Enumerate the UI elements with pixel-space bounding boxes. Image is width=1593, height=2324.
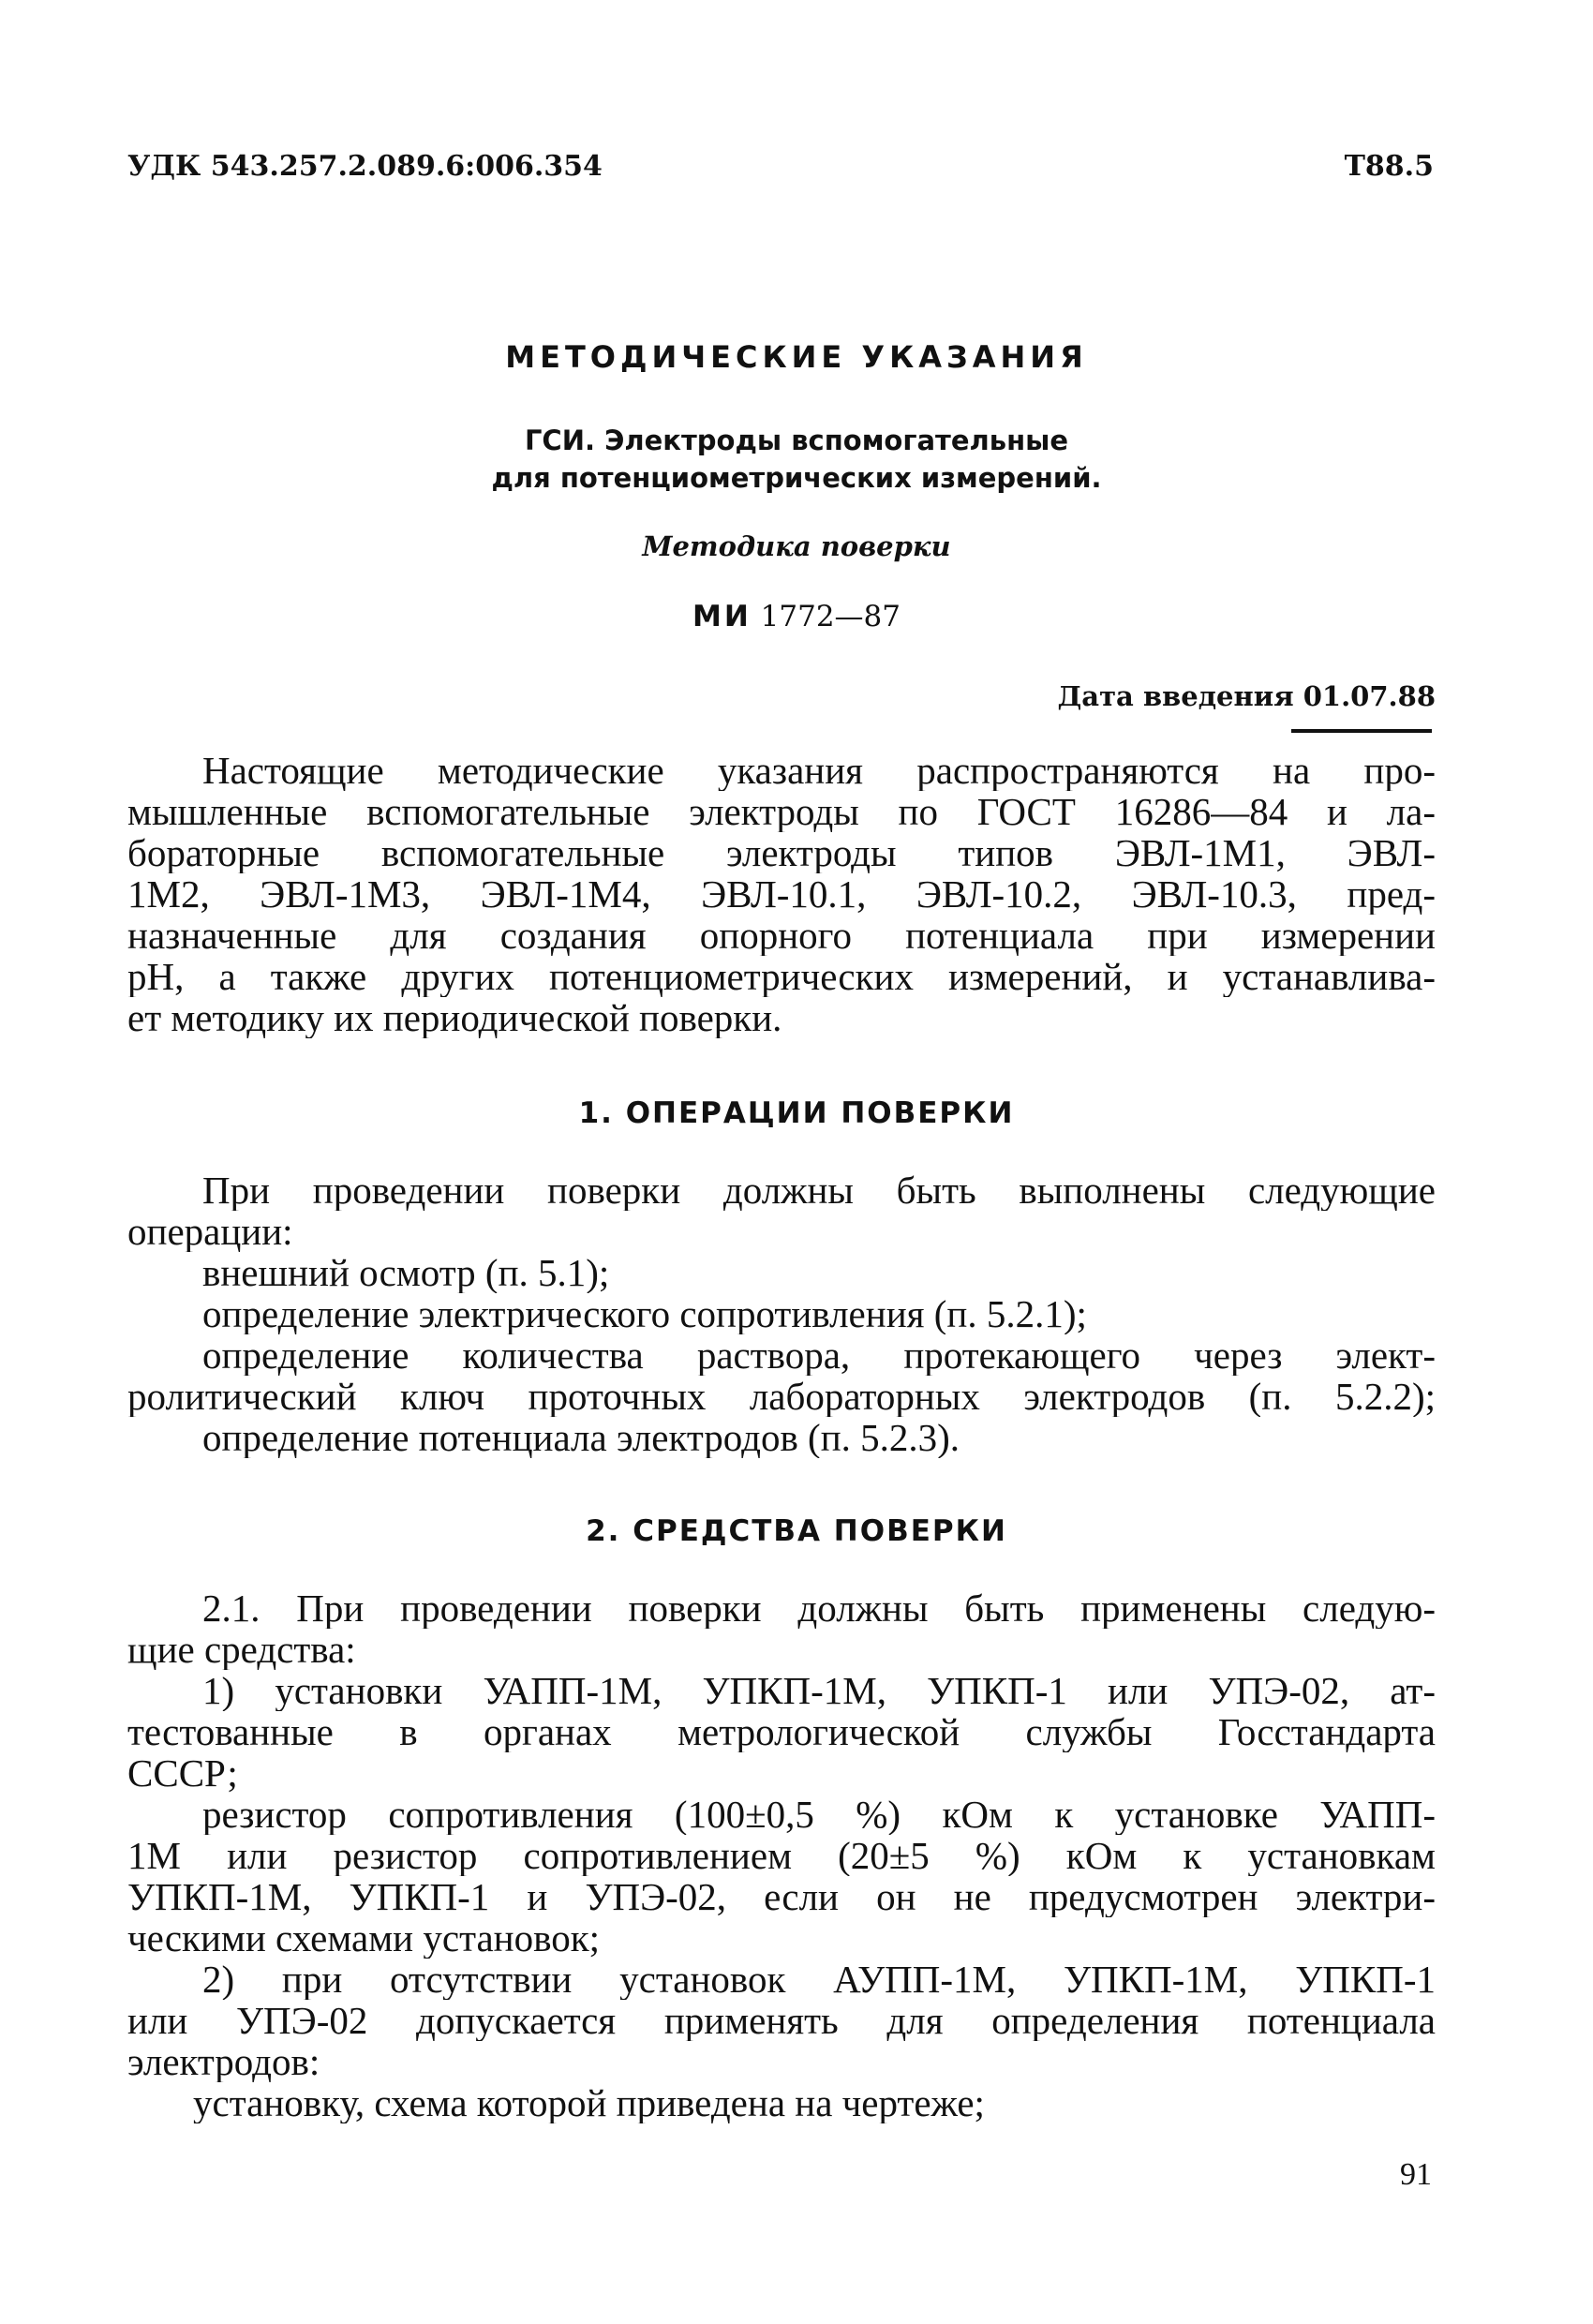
section-2-body <box>127 1587 1436 2123</box>
section-2-title: 2. СРЕДСТВА ПОВЕРКИ <box>586 1514 1007 1548</box>
classification-code: Т88.5 <box>1344 150 1434 183</box>
list-item: резистор сопротивления (100±0,5 %) кОм к установке УАПП- <box>202 1794 1436 1835</box>
list-item: установку, схема которой приведена на чертеже; <box>193 2082 985 2123</box>
paragraph-line: Настоящие методические указания распространяются на про- <box>202 750 1436 791</box>
document-code-number: 1772—87 <box>760 600 901 633</box>
list-item: определение количества раствора, протекающего через элект- <box>202 1334 1436 1376</box>
paragraph-line: СССР; <box>127 1752 238 1794</box>
paragraph-line: ролитический ключ проточных лабораторных электродов (п. 5.2.2); <box>127 1376 1436 1417</box>
paragraph-line: операции: <box>127 1211 293 1252</box>
paragraph-line: электродов: <box>127 2041 320 2082</box>
paragraph-line: щие средства: <box>127 1629 356 1670</box>
paragraph-line: При проведении поверки должны быть выполнены следующие <box>202 1169 1436 1211</box>
intro-paragraph <box>127 750 1436 1038</box>
date-underline <box>1291 729 1432 733</box>
section-1-body <box>127 1169 1436 1458</box>
method-title: Методика поверки <box>642 530 951 562</box>
document-title: МЕТОДИЧЕСКИЕ УКАЗАНИЯ <box>505 339 1088 375</box>
introduction-date: Дата введения 01.07.88 <box>1057 680 1436 712</box>
list-item: внешний осмотр (п. 5.1); <box>202 1252 610 1293</box>
document-code <box>0 600 1593 633</box>
paragraph-line: ческими схемами установок; <box>127 1917 601 1959</box>
paragraph-line: 2.1. При проведении поверки должны быть применены следую- <box>202 1587 1436 1629</box>
list-item: определение потенциала электродов (п. 5.2.3). <box>202 1417 960 1458</box>
document-code-prefix: МИ <box>692 600 752 633</box>
paragraph-line: бораторные вспомогательные электроды типов ЭВЛ-1М1, ЭВЛ- <box>127 832 1436 873</box>
section-1-title: 1. ОПЕРАЦИИ ПОВЕРКИ <box>578 1096 1015 1130</box>
list-item: 1) установки УАПП-1М, УПКП-1М, УПКП-1 или УПЭ-02, ат- <box>202 1670 1436 1711</box>
subtitle-line: ГСИ. Электроды вспомогательные <box>524 425 1069 456</box>
page-number: 91 <box>1400 2157 1432 2192</box>
paragraph-line: УПКП-1М, УПКП-1 и УПЭ-02, если он не предусмотрен электри- <box>127 1876 1436 1917</box>
udk-code: УДК 543.257.2.089.6:006.354 <box>127 150 603 183</box>
paragraph-line: тестованные в органах метрологической службы Госстандарта <box>127 1711 1436 1752</box>
subtitle-line: для потенциометрических измерений. <box>491 462 1102 494</box>
paragraph-line: 1М2, ЭВЛ-1М3, ЭВЛ-1М4, ЭВЛ-10.1, ЭВЛ-10.2, ЭВЛ-10.3, пред- <box>127 873 1436 915</box>
paragraph-line: мышленные вспомогательные электроды по ГОСТ 16286—84 и ла- <box>127 791 1436 832</box>
paragraph-line: или УПЭ-02 допускается применять для определения потенциала <box>127 2000 1436 2041</box>
paragraph-line: 1М или резистор сопротивлением (20±5 %) кОм к установкам <box>127 1835 1436 1876</box>
document-subtitle <box>0 422 1593 497</box>
list-item: определение электрического сопротивления (п. 5.2.1); <box>202 1293 1087 1334</box>
list-item: 2) при отсутствии установок АУПП-1М, УПКП-1М, УПКП-1 <box>202 1959 1436 2000</box>
paragraph-line: pH, а также других потенциометрических измерений, и устанавлива- <box>127 956 1436 997</box>
paragraph-line: ет методику их периодической поверки. <box>127 997 782 1038</box>
paragraph-line: назначенные для создания опорного потенциала при измерении <box>127 915 1436 956</box>
